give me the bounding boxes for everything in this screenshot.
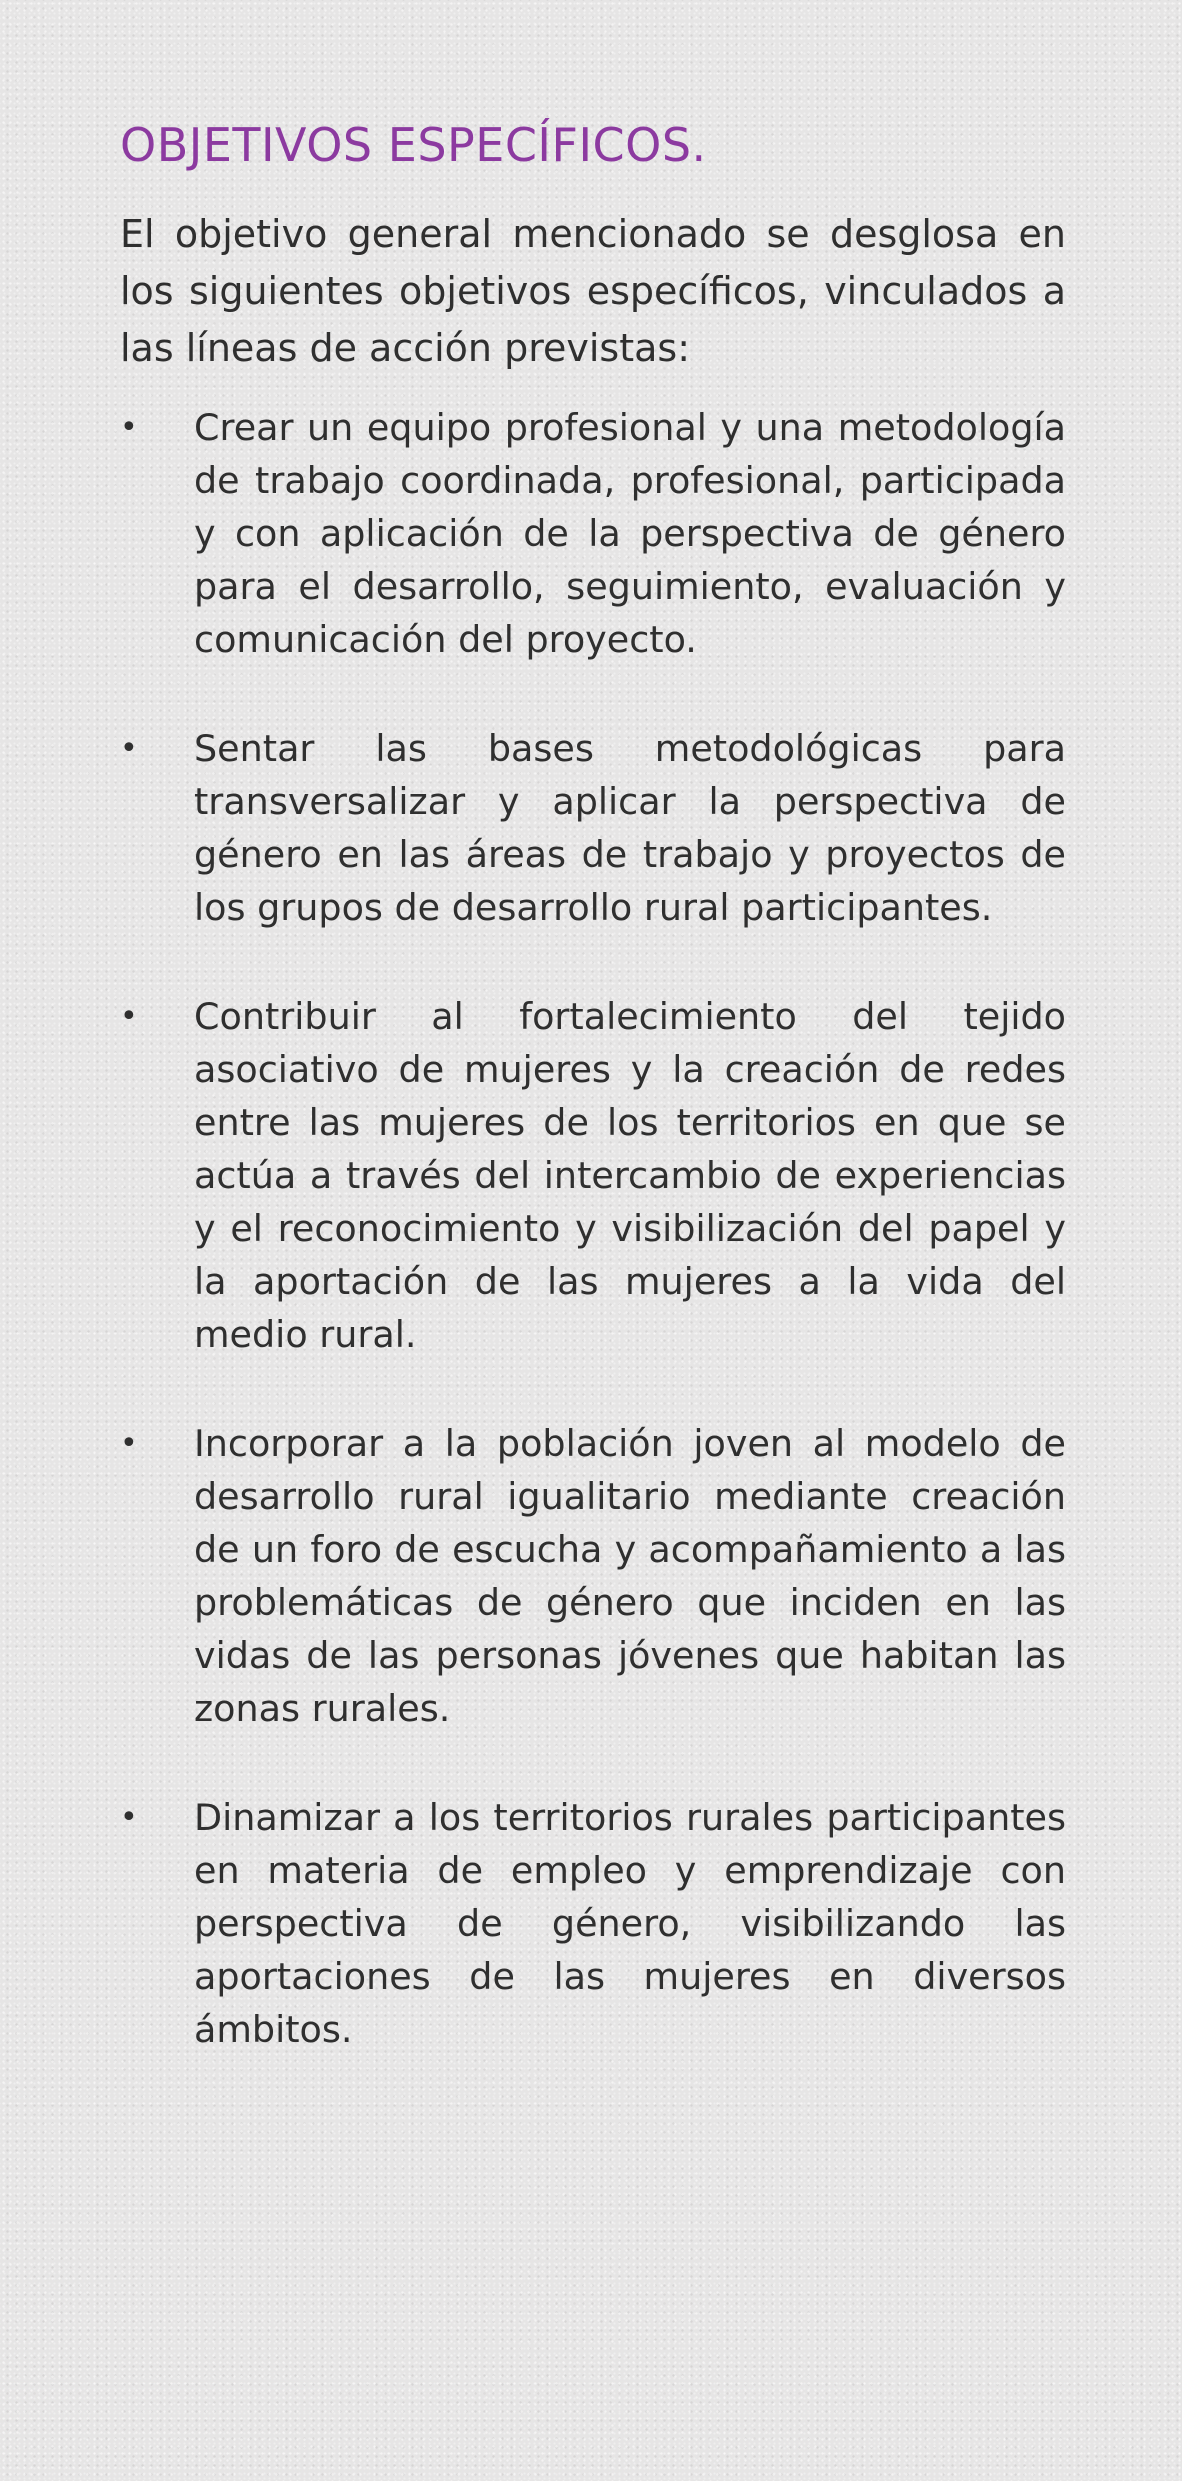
list-item [120,401,1066,666]
bullet-icon: • [120,731,138,766]
objective-text: Crear un equipo profesional y una metodología de trabajo coordinada, profesional, participada y con aplicación de la perspectiva de género para el desarrollo, seguimiento, evaluación y comunicación del proyecto. [194,406,1066,661]
objective-text: Incorporar a la población joven al modelo de desarrollo rural igualitario mediante creación de un foro de escucha y acompañamiento a las problemáticas de género que inciden en las vidas de las personas jóvenes que habitan las zonas rurales. [194,1422,1066,1730]
intro-paragraph: El objetivo general mencionado se desglosa en los siguientes objetivos específicos, vinculados a las líneas de acción previstas: [120,212,1066,370]
list-item [120,1417,1066,1735]
bullet-icon: • [120,410,138,445]
list-item [120,990,1066,1361]
list-item [120,722,1066,934]
section-title: OBJETIVOS ESPECÍFICOS. [120,118,707,172]
objectives-list [120,401,1066,2056]
objective-text: Sentar las bases metodológicas para transversalizar y aplicar la perspectiva de género en las áreas de trabajo y proyectos de los grupos de desarrollo rural participantes. [194,727,1066,929]
bullet-icon: • [120,999,138,1034]
objective-text: Dinamizar a los territorios rurales participantes en materia de empleo y emprendizaje con perspectiva de género, visibilizando las aportaciones de las mujeres en diversos ámbitos. [194,1796,1066,2051]
bullet-icon: • [120,1800,138,1835]
list-item [120,1791,1066,2056]
objective-text: Contribuir al fortalecimiento del tejido asociativo de mujeres y la creación de redes entre las mujeres de los territorios en que se actúa a través del intercambio de experiencias y el reconocimiento y visibilización del papel y la aportación de las mujeres a la vida del medio rural. [194,995,1066,1356]
bullet-icon: • [120,1426,138,1461]
document-page [120,112,1066,2112]
